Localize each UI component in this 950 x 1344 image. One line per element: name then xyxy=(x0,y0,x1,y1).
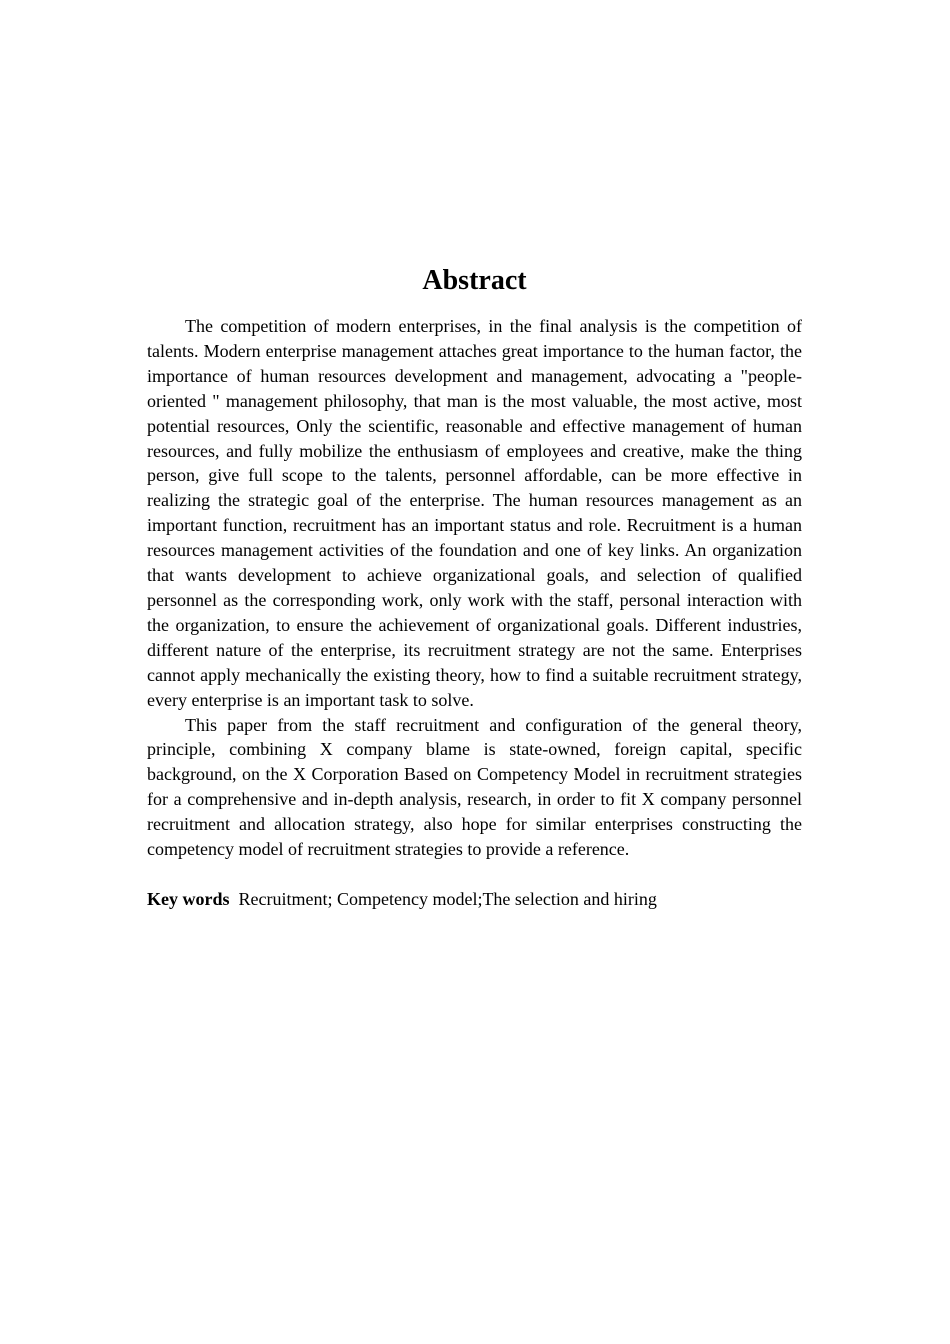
abstract-paragraph-2: This paper from the staff recruitment and configuration of the general theory, principle, combining X company blame is state-owned, foreign capital, specific background, on the X Corporation Based on Competency Model in recruitment strategies for a comprehensive and in-depth analysis, research, in order to fit X company personnel recruitment and allocation strategy, also hope for similar enterprises constructing the competency model of recruitment strategies to provide a reference. xyxy=(147,714,802,860)
keywords-label: Key words xyxy=(147,888,230,909)
abstract-paragraph-1: The competition of modern enterprises, in the final analysis is the competition of talents. Modern enterprise management attaches great importance to the human factor, the importance of human resources development and management, advocating a "people-oriented " management philosophy, that man is the most valuable, the most active, most potential resources, Only the scientific, reasonable and effective management of human resources, and fully mobilize the enthusiasm of employees and creative, make the thing person, give full scope to the talents, personnel affordable, can be more effective in realizing the strategic goal of the enterprise. The human resources management as an important function, recruitment has an important status and role. Recruitment is a human resources management activities of the foundation and one of key links. An organization that wants development to achieve organizational goals, and selection of qualified personnel as the corresponding work, only work with the staff, personal interaction with the organization, to ensure the achievement of organizational goals. Different industries, different nature of the enterprise, its recruitment strategy are not the same. Enterprises cannot apply mechanically the existing theory, how to find a suitable recruitment strategy, every enterprise is an important task to solve. xyxy=(147,316,802,710)
keywords-text: Recruitment; Competency model;The selection and hiring xyxy=(238,888,657,909)
abstract-page xyxy=(147,262,802,912)
keywords-line xyxy=(147,887,802,912)
abstract-title: Abstract xyxy=(422,265,527,296)
